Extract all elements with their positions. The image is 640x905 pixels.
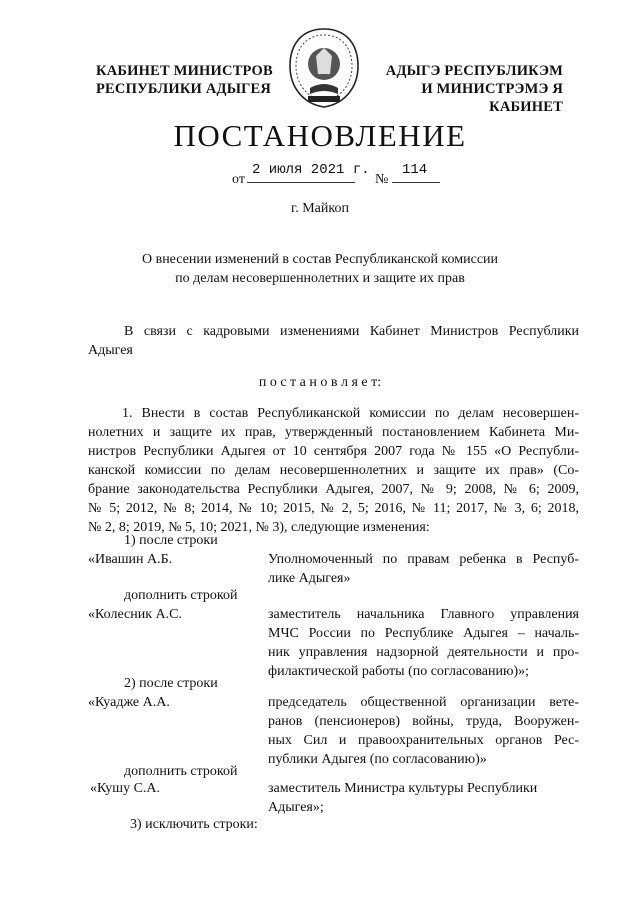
kuadzhe-pos-line: ных Сил и правоохранительных органов Рес-: [268, 733, 579, 748]
number-value: 114: [402, 162, 428, 178]
number-underline: [392, 182, 440, 183]
right-header-line1: АДЫГЭ РЕСПУБЛИКЭМ: [385, 63, 563, 79]
ivashin-name: «Ивашин А.Б.: [88, 552, 173, 567]
number-prefix: №: [375, 172, 389, 187]
intro-line1: В связи с кадровыми изменениями Кабинет Министров Республики: [124, 324, 579, 339]
item1-after: 1) после строки: [124, 533, 218, 548]
subject: [0, 250, 640, 288]
doc-title: ПОСТАНОВЛЕНИЕ: [173, 118, 467, 153]
kolesnik-name: «Колесник А.С.: [88, 607, 182, 622]
date-underline: [247, 182, 355, 183]
kuadzhe-pos-line: председатель общественной организации вете-: [268, 695, 579, 710]
p1-line: № 5; 2012, № 8; 2014, № 10; 2015, № 2, 5; 2016, № 11; 2017, № 3, 6; 2018,: [88, 501, 579, 516]
kolesnik-pos-line: ник управления надзорной деятельности и про-: [268, 645, 579, 660]
kushu-pos-line: заместитель Министра культуры Республики: [268, 781, 538, 796]
item2-after: 2) после строки: [124, 676, 218, 691]
p1-line: канской комиссии по делам несовершеннолетних и защите их прав» (Со-: [88, 463, 579, 478]
add-row-1: дополнить строкой: [124, 588, 238, 603]
kolesnik-pos-line: МЧС России по Республике Адыгея – началь-: [268, 626, 579, 641]
left-header: [96, 62, 273, 98]
kuadzhe-position: [268, 693, 579, 769]
intro-line2: Адыгея: [88, 343, 133, 358]
kushu-name: «Кушу С.А.: [90, 781, 161, 796]
date-value: 2 июля 2021 г.: [252, 162, 370, 178]
coat-of-arms-icon: [286, 26, 362, 110]
ivashin-position: [268, 550, 579, 588]
resolves: п о с т а н о в л я е т:: [258, 375, 382, 390]
right-header-line2: И МИНИСТРЭМЭ Я КАБИНЕТ: [421, 81, 563, 115]
p1-line: № 2, 8; 2019, № 5, 10; 2021, № 3), следующие изменения:: [88, 520, 430, 535]
kolesnik-pos-line: заместитель начальника Главного управления: [268, 607, 579, 622]
ivashin-pos-line: Уполномоченный по правам ребенка в Респуб-: [268, 552, 579, 567]
kuadzhe-pos-line: публики Адыгея (по согласованию)»: [268, 752, 487, 767]
date-prefix: от: [232, 172, 245, 187]
subject-line2: по делам несовершеннолетних и защите их прав: [175, 271, 465, 286]
ivashin-pos-line: лике Адыгея»: [268, 571, 351, 586]
kuadzhe-name: «Куадже А.А.: [88, 695, 170, 710]
paragraph-1: [88, 404, 579, 537]
left-header-line1: КАБИНЕТ МИНИСТРОВ: [96, 63, 273, 79]
kolesnik-pos-line: филактической работы (по согласованию)»;: [268, 664, 530, 679]
subject-line1: О внесении изменений в состав Республиканской комиссии: [141, 252, 499, 267]
p1-line: нолетних и защите их прав, утвержденный постановлением Кабинета Ми-: [88, 425, 579, 440]
item3: 3) исключить строки:: [130, 817, 258, 832]
p1-line: 1. Внести в состав Республиканской комиссии по делам несовершен-: [122, 406, 579, 421]
city: г. Майкоп: [291, 201, 349, 216]
right-header: [373, 62, 563, 116]
kushu-pos-line: Адыгея»;: [268, 800, 324, 815]
add-row-2: дополнить строкой: [124, 764, 238, 779]
p1-line: брание законодательства Республики Адыгея, 2007, № 9; 2008, № 6; 2009,: [88, 482, 579, 497]
left-header-line2: РЕСПУБЛИКИ АДЫГЕЯ: [96, 81, 272, 97]
p1-line: нистров Республики Адыгея от 10 сентября 2007 года № 155 «О Республи-: [88, 444, 579, 459]
kushu-position: [268, 779, 579, 817]
kuadzhe-pos-line: ранов (пенсионеров) войны, труда, Вооружен-: [268, 714, 579, 729]
kolesnik-position: [268, 605, 579, 681]
